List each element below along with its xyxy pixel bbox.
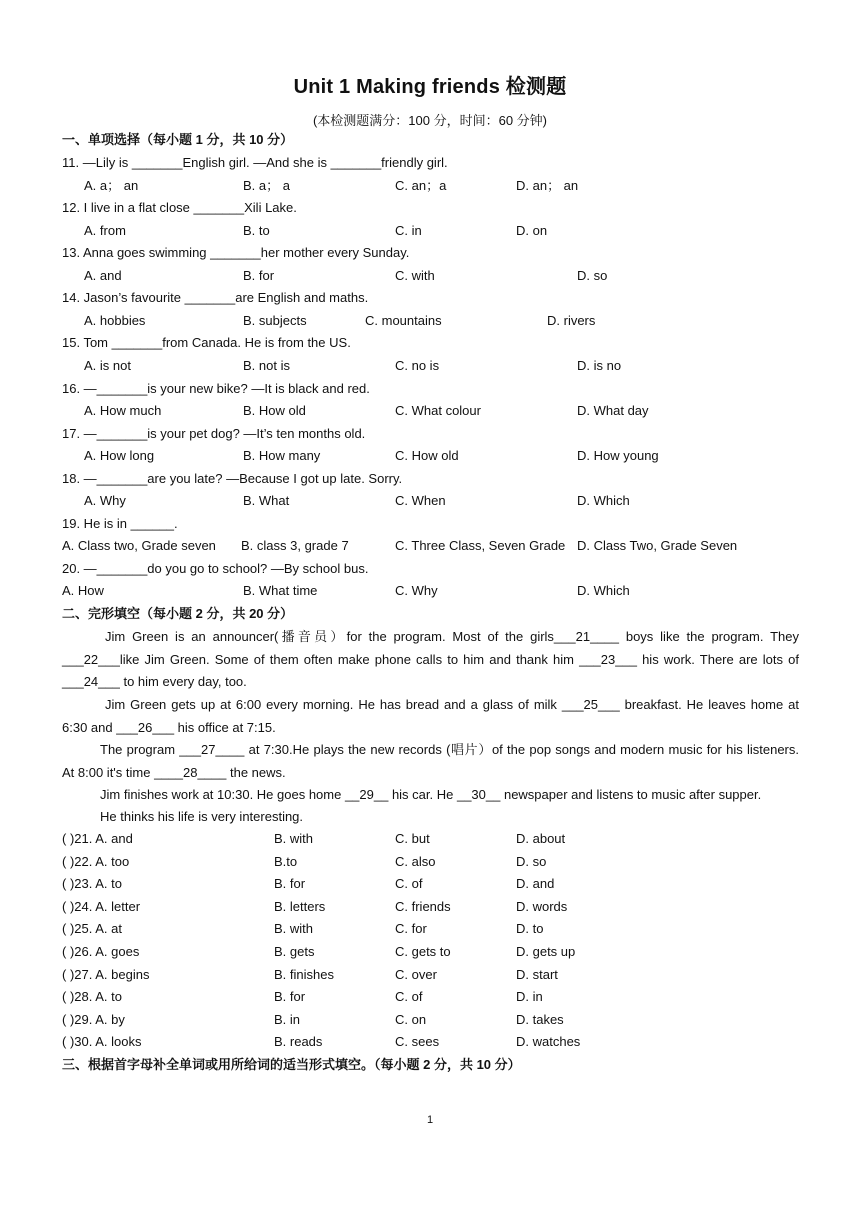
- question-13-option-d: D. so: [577, 268, 608, 283]
- question-12-option-d: D. on: [516, 223, 548, 238]
- question-17-option-c: C. How old: [395, 448, 459, 463]
- cloze-30-option-d: D. watches: [516, 1034, 581, 1050]
- cloze-28-option-c: C. of: [395, 989, 423, 1005]
- question-12-option-c: C. in: [395, 223, 422, 238]
- question-14-option-b: B. subjects: [243, 313, 307, 328]
- question-20-option-d: D. Which: [577, 583, 630, 598]
- cloze-22-option-a: ( )22. A. too: [62, 853, 130, 869]
- cloze-21-option-b: B. with: [274, 831, 314, 846]
- question-12-stem: 12. I live in a flat close _______Xili Lake.: [62, 200, 297, 215]
- cloze-29-option-d: D. takes: [516, 1011, 564, 1027]
- cloze-25-option-d: D. to: [516, 921, 544, 937]
- cloze-27-option-d: D. start: [516, 966, 558, 982]
- question-18-option-b: B. What: [243, 493, 290, 508]
- question-16-option-a: A. How much: [84, 403, 162, 418]
- page-number: 1: [426, 1114, 434, 1126]
- question-11-option-a: A. a； an: [84, 178, 139, 193]
- cloze-27-option-c: C. over: [395, 966, 437, 982]
- cloze-23-option-b: B. for: [274, 876, 306, 892]
- question-13-option-c: C. with: [395, 268, 435, 283]
- question-18-option-a: A. Why: [84, 493, 126, 508]
- passage-paragraph-3-text: The program ___27____ at 7:30.He plays the new records (唱片）of the pop songs and modern music for his listeners. At 8:00 it's time ____28____ the news.: [62, 742, 799, 780]
- question-11-stem: 11. —Lily is _______English girl. —And she is _______friendly girl.: [62, 155, 448, 170]
- cloze-23-option-c: C. of: [395, 876, 423, 892]
- question-17-option-a: A. How long: [84, 448, 155, 463]
- question-18-option-d: D. Which: [577, 493, 630, 508]
- question-15-option-c: C. no is: [395, 358, 440, 373]
- page-title: Unit 1 Making friends 检测题: [293, 76, 567, 98]
- cloze-30-option-a: ( )30. A. looks: [62, 1034, 142, 1050]
- question-20-option-c: C. Why: [395, 583, 438, 598]
- question-16-option-b: B. How old: [243, 403, 306, 418]
- passage-paragraph-2-text: Jim Green gets up at 6:00 every morning. He has bread and a glass of milk ___25___ breakfast. He leaves home at 6:30 and ___26___ his office at 7:15.: [62, 697, 799, 735]
- passage-paragraph-2: [62, 694, 799, 739]
- question-13-option-a: A. and: [84, 268, 122, 283]
- question-14-option-d: D. rivers: [547, 313, 596, 328]
- cloze-28-option-b: B. for: [274, 989, 306, 1005]
- cloze-26-option-a: ( )26. A. goes: [62, 944, 140, 959]
- cloze-22-option-c: C. also: [395, 853, 436, 869]
- cloze-25-option-b: B. with: [274, 921, 314, 937]
- question-11-option-c: C. an；a: [395, 178, 447, 193]
- question-12-option-b: B. to: [243, 223, 270, 238]
- cloze-21-option-a: ( )21. A. and: [62, 831, 133, 846]
- cloze-28-option-a: ( )28. A. to: [62, 989, 122, 1005]
- cloze-26-option-d: D. gets up: [516, 944, 576, 959]
- question-15-stem: 15. Tom _______from Canada. He is from the US.: [62, 335, 351, 350]
- question-19-option-b: B. class 3, grade 7: [241, 538, 349, 553]
- question-20-option-b: B. What time: [243, 583, 318, 598]
- question-19-option-c: C. Three Class, Seven Grade: [395, 538, 566, 553]
- cloze-26-option-c: C. gets to: [395, 944, 451, 959]
- question-17-option-b: B. How many: [243, 448, 321, 463]
- question-19-option-d: D. Class Two, Grade Seven: [577, 538, 738, 553]
- cloze-21-option-c: C. but: [395, 831, 430, 846]
- question-15-option-b: B. not is: [243, 358, 290, 373]
- question-18-stem: 18. —_______are you late? —Because I got up late. Sorry.: [62, 471, 403, 486]
- question-17-option-d: D. How young: [577, 448, 659, 463]
- passage-paragraph-4-text: Jim finishes work at 10:30. He goes home __29__ his car. He __30__ newspaper and listens to music after supper.: [100, 787, 762, 802]
- cloze-24-option-a: ( )24. A. letter: [62, 898, 141, 914]
- question-20-option-a: A. How: [62, 583, 104, 598]
- passage-paragraph-4: [62, 784, 799, 807]
- cloze-29-option-a: ( )29. A. by: [62, 1011, 125, 1027]
- cloze-22-option-d: D. so: [516, 853, 547, 869]
- section-heading-2: 二、完形填空（每小题 2 分，共 20 分）: [62, 606, 294, 621]
- cloze-27-option-a: ( )27. A. begins: [62, 966, 150, 982]
- cloze-24-option-c: C. friends: [395, 898, 451, 914]
- question-11-option-d: D. an； an: [516, 178, 579, 193]
- question-16-stem: 16. —_______is your new bike? —It is black and red.: [62, 381, 370, 396]
- cloze-22-option-b: B.to: [274, 853, 298, 869]
- cloze-28-option-d: D. in: [516, 989, 543, 1005]
- section-heading-3: 三、根据首字母补全单词或用所给词的适当形式填空。（每小题 2 分，共 10 分）: [62, 1057, 521, 1072]
- question-18-option-c: C. When: [395, 493, 446, 508]
- question-13-stem: 13. Anna goes swimming _______her mother every Sunday.: [62, 245, 410, 260]
- question-14-option-c: C. mountains: [365, 313, 442, 328]
- passage-paragraph-1-text: Jim Green is an announcer(播音员）for the program. Most of the girls___21____ boys like the program. They ___22___like Jim Green. Some of them often make phone calls to him and thank him ___23___ his work. There are lots of ___24___ to him every day, too.: [62, 629, 799, 689]
- question-16-option-d: D. What day: [577, 403, 649, 418]
- question-17-stem: 17. —_______is your pet dog? —It’s ten months old.: [62, 426, 366, 441]
- question-16-option-c: C. What colour: [395, 403, 481, 418]
- cloze-24-option-b: B. letters: [274, 898, 326, 914]
- question-15-option-d: D. is no: [577, 358, 622, 373]
- question-19-stem: 19. He is in ______.: [62, 516, 178, 531]
- question-14-option-a: A. hobbies: [84, 313, 146, 328]
- cloze-25-option-a: ( )25. A. at: [62, 921, 122, 937]
- cloze-25-option-c: C. for: [395, 921, 427, 937]
- passage-paragraph-5: He thinks his life is very interesting.: [100, 809, 304, 824]
- cloze-30-option-c: C. sees: [395, 1034, 440, 1050]
- passage-paragraph-3: [62, 739, 799, 784]
- cloze-23-option-a: ( )23. A. to: [62, 876, 122, 892]
- page-subtitle: (本检测题满分：100 分，时间：60 分钟): [312, 113, 548, 128]
- section-heading-1: 一、单项选择（每小题 1 分，共 10 分）: [62, 132, 294, 147]
- cloze-27-option-b: B. finishes: [274, 966, 334, 982]
- cloze-29-option-c: C. on: [395, 1011, 427, 1027]
- question-12-option-a: A. from: [84, 223, 126, 238]
- cloze-24-option-d: D. words: [516, 898, 568, 914]
- cloze-30-option-b: B. reads: [274, 1034, 323, 1050]
- cloze-26-option-b: B. gets: [274, 944, 315, 959]
- question-11-option-b: B. a； a: [243, 178, 290, 193]
- question-15-option-a: A. is not: [84, 358, 131, 373]
- question-13-option-b: B. for: [243, 268, 275, 283]
- cloze-29-option-b: B. in: [274, 1011, 301, 1027]
- cloze-23-option-d: D. and: [516, 876, 555, 892]
- question-20-stem: 20. —_______do you go to school? —By school bus.: [62, 561, 369, 576]
- cloze-21-option-d: D. about: [516, 831, 566, 846]
- question-14-stem: 14. Jason’s favourite _______are English and maths.: [62, 290, 369, 305]
- question-19-option-a: A. Class two, Grade seven: [62, 538, 216, 553]
- passage-paragraph-1: [62, 626, 799, 694]
